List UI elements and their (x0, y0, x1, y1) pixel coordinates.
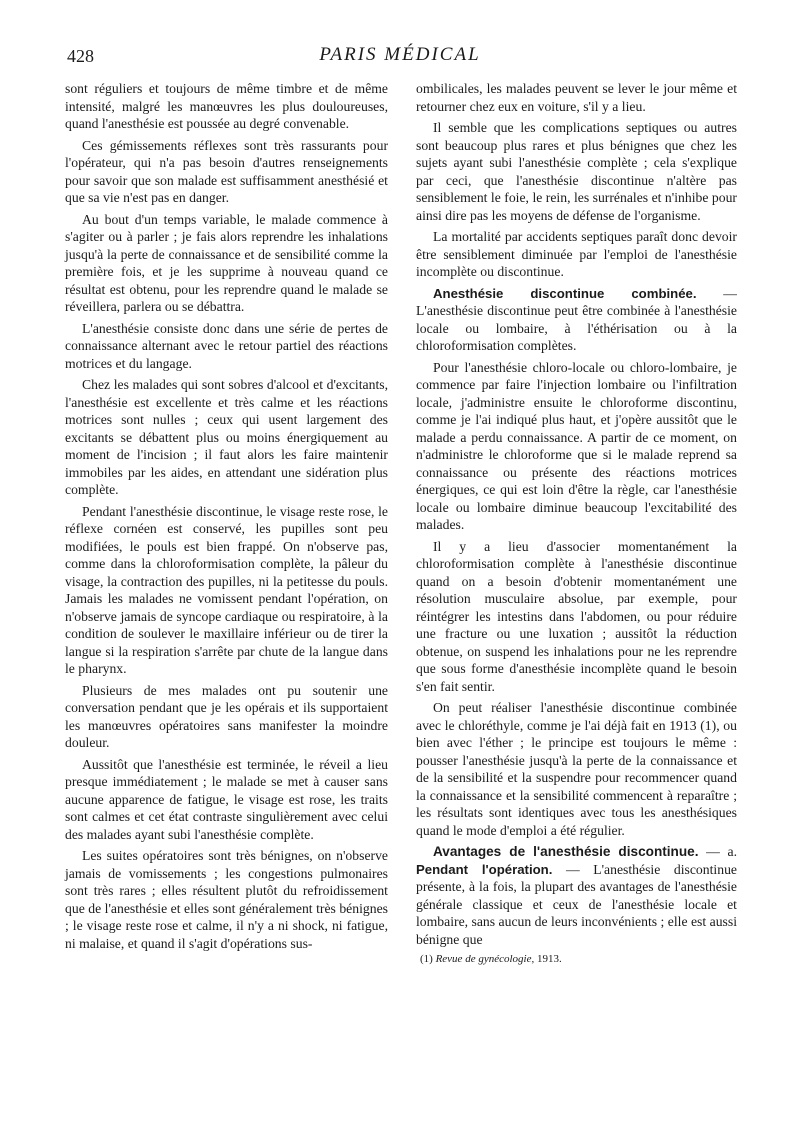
paragraph: ombilicales, les malades peuvent se lever le jour même et retourner chez eux en voiture, s'il y a lieu. (416, 81, 737, 114)
paragraph: Ces gémissements réflexes sont très rassurants pour l'opérateur, qui n'a pas besoin d'autres renseignements pour savoir que son malade est suffisamment anesthésié et que sa vie n'est pas en danger. (65, 137, 388, 205)
footnote (416, 952, 737, 966)
footnote-year: 1913. (534, 953, 562, 965)
footnote-marker: (1) (420, 953, 436, 965)
paragraph: Au bout d'un temps variable, le malade commence à s'agiter ou à parler ; je fais alors reprendre les inhalations jusqu'à la perte de connaissance et de sensibilité comme la première fois, et je les supprime à nouveau quand ce résultat est obtenu, pour les reprendre quand le malade se réveillera, parlera ou se débattra. (65, 211, 388, 314)
section-paragraph (416, 843, 737, 948)
paragraph: L'anesthésie consiste donc dans une série de pertes de connaissance alternant avec le retour partiel des réactions motrices et du langage. (65, 320, 388, 371)
paragraph: Chez les malades qui sont sobres d'alcool et d'excitants, l'anesthésie est excellente et très calme et les réactions motrices sont nulles ; ceux qui usent largement des excitants se débattent plus ou moins énergiquement au moment de l'incision ; il faut alors les faire maintenir immobiles par les aides, en attendant une sidération plus complète. (65, 377, 388, 497)
subsection-heading: Pendant l'opération. (416, 861, 553, 877)
section-separator: — a. (698, 844, 738, 859)
footnote-source: Revue de gynécologie, (435, 953, 535, 965)
paragraph: Pour l'anesthésie chloro-locale ou chloro-lombaire, je commence par faire l'injection lombaire ou l'infiltration locale, j'administre ensuite le chloroforme discontinu, comme je l'ai indiqué plus haut, et j'opère aussitôt que le malade a perdu connaissance. A partir de ce moment, on n'administre le chloroforme que si le malade reprend sa connaissance ou présente des réactions motrices énergiques, ce qui est loin d'être la règle, car l'anesthésie locale ou lombaire diminue beaucoup l'excitabilité des malades. (416, 359, 737, 532)
section-heading: Anesthésie discontinue combinée. (433, 285, 697, 301)
section-heading: Avantages de l'anesthésie discontinue. (433, 844, 699, 859)
paragraph: Les suites opératoires sont très bénignes, on n'observe jamais de vomissements ; les congestions pulmonaires sont très rares ; elles résultent plutôt du refroidissement que de l'anesthésie et elles sont généralement très bénignes ; le visage reste rose et calme, il n'y a ni shock, ni fatigue, ni malaise, et quand il s'agit d'opérations sus- (65, 848, 388, 951)
page-number: 428 (67, 46, 94, 66)
paragraph: On peut réaliser l'anesthésie discontinue combinée avec le chloréthyle, comme je l'ai déjà fait en 1913 (1), ou bien avec l'éther ; le principe est toujours le même : pousser l'anesthésie jusqu'à la perte de la connaissance et de la sensibilité et la suspendre pour recommencer quand la connaissance et la sensibilité commencent à reparaître ; les résultats sont identiques avec tous les anesthésiques quand le mode d'emploi a été régulier. (416, 700, 737, 838)
section-paragraph (416, 285, 737, 355)
paragraph: Pendant l'anesthésie discontinue, le visage reste rose, le réflexe cornéen est conservé, les pupilles sont peu modifiées, le pouls est bien frappé. On n'observe pas, comme dans la chloroformisation complète, la pâleur du visage, la contraction des pupilles, ni la petitesse du pouls. Jamais les malades ne vomissent pendant l'opération, on n'observe jamais de syncope cardiaque ou respiratoire, à la condition de soulever le maxillaire inférieur ou de tirer la langue si la respiration s'arrête par chute de la langue dans le pharynx. (65, 503, 388, 676)
paragraph: Il y a lieu d'associer momentanément la chloroformisation complète à l'anesthésie discontinue quand on a besoin d'obtenir momentanément une résolution musculaire absolue, par exemple, pour réintégrer les intestins dans l'abdomen, ou pour réduire une fracture ou une luxation ; aussitôt la réduction obtenue, on suspend les inhalations pour ne les reprendre que sous forme d'anesthésie incomplète quand le besoin s'en fait sentir. (416, 538, 737, 694)
section-text: — L'anesthésie discontinue peut être combinée à l'anesthésie locale ou lombaire, à l'éthérisation ou à la chloroformisation complètes. (416, 285, 737, 353)
paragraph: Plusieurs de mes malades ont pu soutenir une conversation pendant que je les opérais et ils supportaient les manœuvres opératoires sans manifester la moindre douleur. (65, 682, 388, 750)
right-column (416, 80, 737, 966)
paragraph: Aussitôt que l'anesthésie est terminée, le réveil a lieu presque immédiatement ; le malade se met à causer sans aucune apparence de fatigue, le visage est rose, les traits sont calmes et cet état contraste singulièrement avec celui des malades ayant subi l'anesthésie complète. (65, 756, 388, 842)
journal-title: PARIS MÉDICAL (319, 44, 481, 65)
page-header (55, 40, 745, 74)
paragraph: sont réguliers et toujours de même timbre et de même intensité, malgré les manœuvres les plus douloureuses, quand l'anesthésie est poussée au degré convenable. (65, 81, 388, 131)
paragraph: La mortalité par accidents septiques paraît donc devoir être sensiblement diminuée par l'emploi de l'anesthésie incomplète ou discontinue. (416, 229, 737, 279)
paragraph: Il semble que les complications septiques ou autres sont beaucoup plus rares et plus bénignes que chez les sujets ayant subi l'anesthésie complète ; cela s'explique par ceci, que l'anesthésie discontinue n'altère pas sensiblement le foie, le rein, les surrénales et n'inhibe pour ainsi dire pas les moyens de défense de l'organisme. (416, 120, 737, 223)
left-column (65, 80, 388, 956)
section-text: — L'anesthésie discontinue présente, à la fois, la plupart des avantages de l'anesthésie générale classique et ceux de l'anesthésie locale et lombaire, sans aucun de leurs inconvénients ; elle est aussi bénigne que (416, 861, 737, 947)
